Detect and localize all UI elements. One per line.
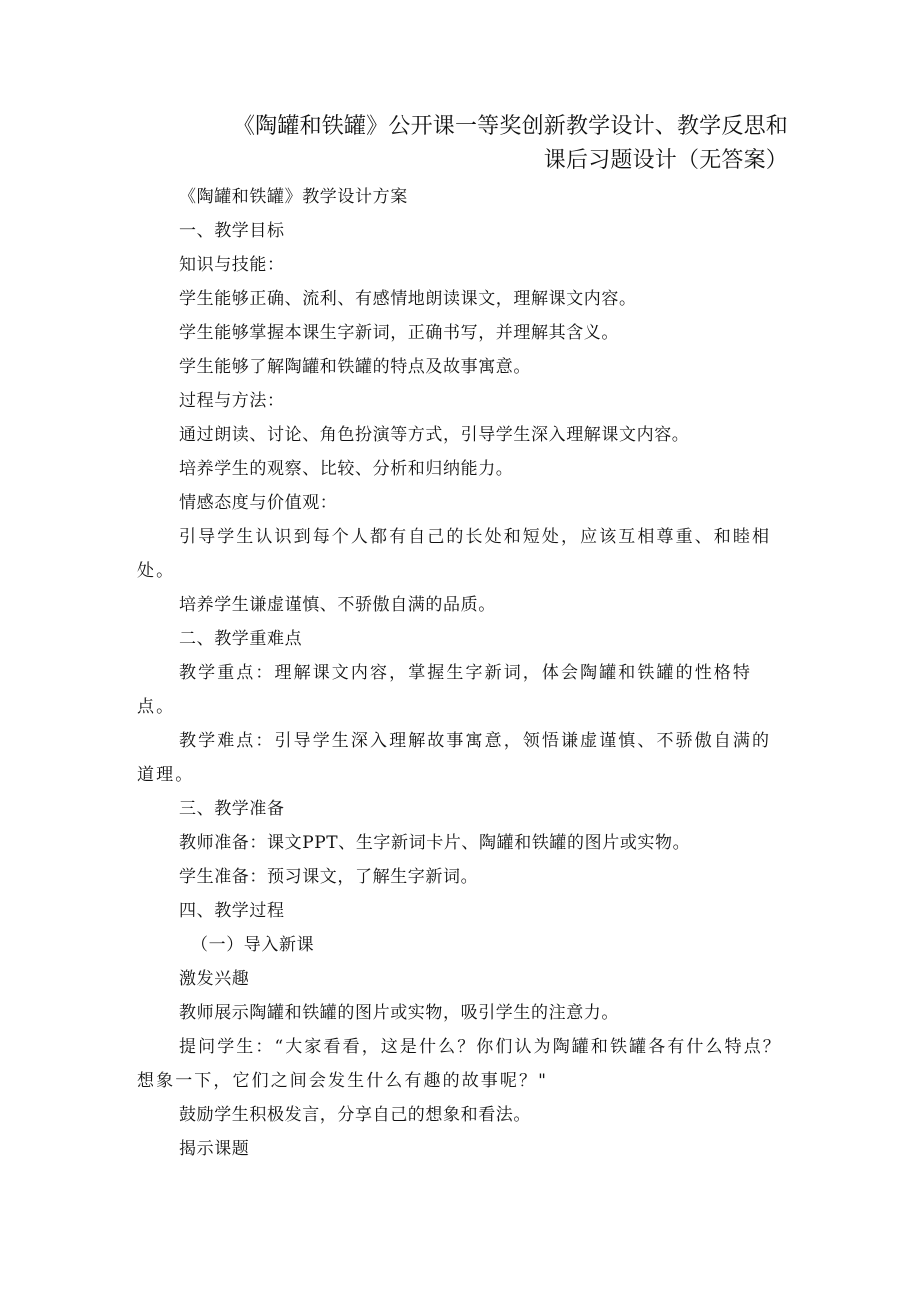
section-heading: 一、教学目标 [179,221,285,241]
paragraph: 培养学生谦虚谨慎、不骄傲自满的品质。 [179,595,496,615]
title-line-2: 课后习题设计（无答案） [543,148,788,173]
paragraph: 学生能够正确、流利、有感情地朗读课文，理解课文内容。 [179,289,637,309]
paragraph: 教师准备：课文PPT、生字新词卡片、陶罐和铁罐的图片或实物。 [179,833,691,853]
subtitle: 《陶罐和铁罐》教学设计方案 [179,187,408,207]
document-body [137,180,789,1166]
paragraph: 揭示课题 [179,1139,250,1159]
subsection-heading: 知识与技能： [179,255,285,275]
subsection-heading: 过程与方法： [179,391,285,411]
document-title [120,110,788,178]
paragraph: 鼓励学生积极发言，分享自己的想象和看法。 [179,1105,531,1125]
paragraph: 学生准备：预习课文，了解生字新词。 [179,867,479,887]
paragraph: 教师展示陶罐和铁罐的图片或实物，吸引学生的注意力。 [179,1003,619,1023]
paragraph: 培养学生的观察、比较、分析和归纳能力。 [179,459,514,479]
paragraph: 学生能够了解陶罐和铁罐的特点及故事寓意。 [179,357,531,377]
paragraph: 激发兴趣 [179,969,250,989]
subsection-heading: 情感态度与价值观： [179,493,338,513]
paragraph: 通过朗读、讨论、角色扮演等方式，引导学生深入理解课文内容。 [179,425,690,445]
section-heading: 四、教学过程 [179,901,285,921]
section-heading: 三、教学准备 [179,799,285,819]
paragraph: 教学难点：引导学生深入理解故事寓意，领悟谦虚谨慎、不骄傲自满的道理。 [137,731,772,785]
paragraph: 引导学生认识到每个人都有自己的长处和短处，应该互相尊重、和睦相处。 [137,527,772,581]
subsection-heading: （一）导入新课 [191,935,315,955]
title-line-1: 《陶罐和铁罐》公开课一等奖创新教学设计、教学反思和 [232,114,788,139]
paragraph: 学生能够掌握本课生字新词，正确书写，并理解其含义。 [179,323,619,343]
paragraph: 提问学生：“大家看看，这是什么？你们认为陶罐和铁罐各有什么特点？想象一下，它们之间会发生什么有趣的故事呢？" [137,1037,782,1091]
section-heading: 二、教学重难点 [179,629,303,649]
paragraph: 教学重点：理解课文内容，掌握生字新词，体会陶罐和铁罐的性格特点。 [137,663,752,717]
